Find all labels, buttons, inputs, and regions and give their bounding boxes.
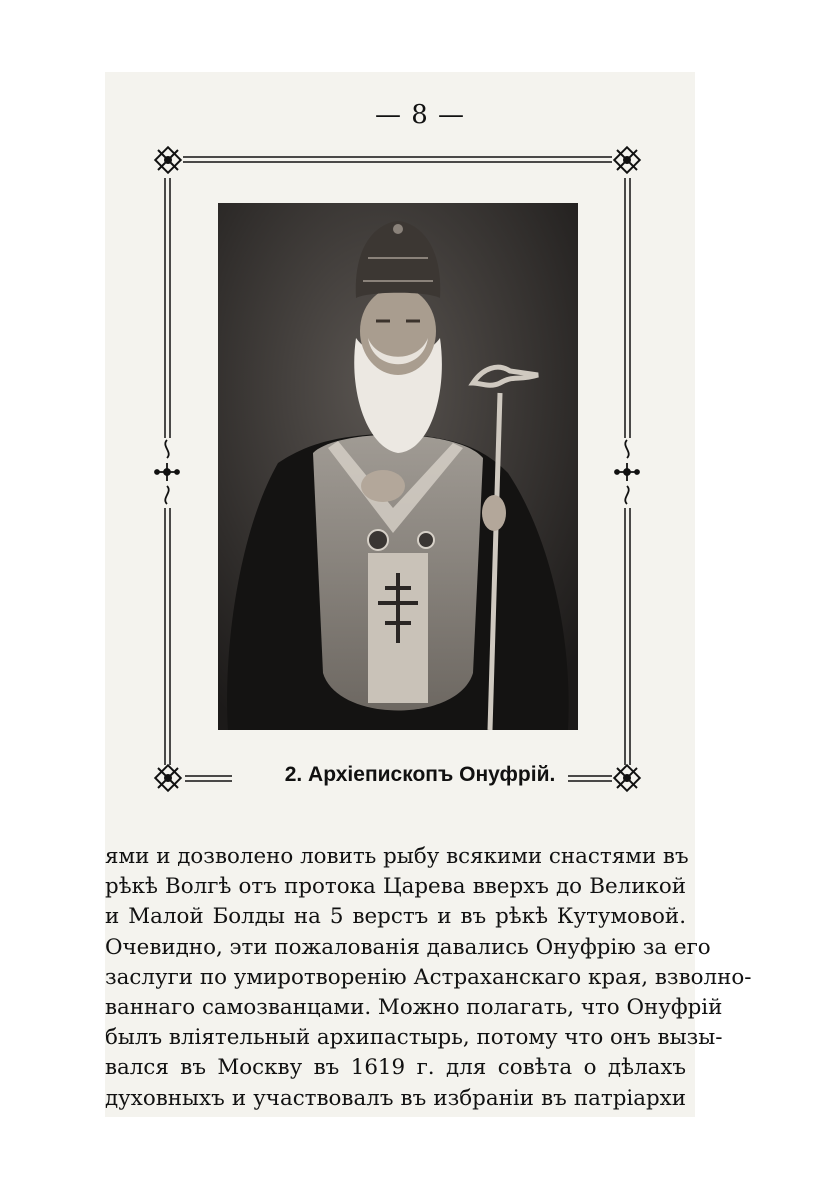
portrait-image [218,203,578,730]
portrait-caption: 2. Архіепископъ Онуфрій. [284,763,556,786]
page-number: — 8 — [374,100,466,130]
text-line: былъ вліятельный архипастырь, потому что онъ вызы- [105,1025,723,1051]
text-line: рѣкѣ Волгѣ отъ протока Царева вверхъ до Великой [105,874,686,900]
text-line: Очевидно, эти пожалованія давались Онуфрію за его [105,934,711,960]
text-line: и Малой Болды на 5 верстъ и въ рѣкѣ Кутумовой. [105,904,686,930]
body-text [105,842,752,1114]
text-line: духовныхъ и участвовалъ въ избраніи въ патріархи [105,1085,686,1111]
text-line: вался въ Москву въ 1619 г. для совѣта о дѣлахъ [105,1055,686,1081]
text-line: ваннаго самозванцами. Можно полагать, что Онуфрій [105,995,723,1021]
text-line: заслуги по умиротворенію Астраханскаго края, взволно- [105,964,752,990]
text-line: ями и дозволено ловить рыбу всякими снастями въ [105,844,689,869]
